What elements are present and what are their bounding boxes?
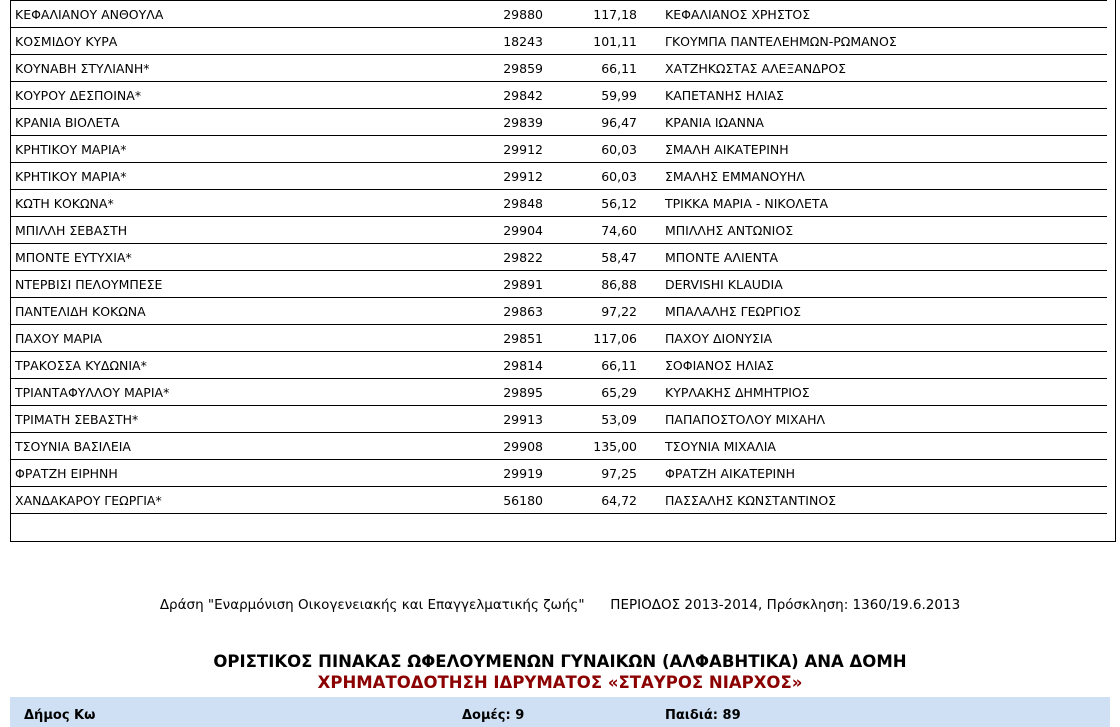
table-row [11,109,1107,136]
amount-cell: 97,22 [543,298,643,325]
child-name-cell: ΚΕΦΑΛΙΑΝΟΣ ΧΡΗΣΤΟΣ [643,1,1107,28]
mother-name-cell: ΚΟΥΝΑΒΗ ΣΤΥΛΙΑΝΗ* [11,55,464,82]
child-name-cell: ΣΜΑΛΗΣ ΕΜΜΑΝΟΥΗΛ [643,163,1107,190]
code-cell: 29880 [464,1,543,28]
table-row [11,460,1107,487]
amount-cell: 74,60 [543,217,643,244]
mother-name-cell: ΚΩΤΗ ΚΟΚΩΝΑ* [11,190,464,217]
table-row [11,406,1107,433]
code-cell: 29913 [464,406,543,433]
child-name-cell: ΜΠΙΛΛΗΣ ΑΝΤΩΝΙΟΣ [643,217,1107,244]
table-row [11,163,1107,190]
code-cell: 29912 [464,163,543,190]
mother-name-cell: ΦΡΑΤΖΗ ΕΙΡΗΝΗ [11,460,464,487]
structure-summary-band [10,697,1110,727]
code-cell: 18243 [464,28,543,55]
mother-name-cell: ΚΟΣΜΙΔΟΥ ΚΥΡΑ [11,28,464,55]
child-name-cell: ΜΠΟΝΤΕ ΑΛΙΕΝΤΑ [643,244,1107,271]
code-cell: 29904 [464,217,543,244]
amount-cell: 86,88 [543,271,643,298]
municipality-label: Δήμος Κω [24,708,96,723]
table-row [11,271,1107,298]
table-row [11,136,1107,163]
child-name-cell: ΓΚΟΥΜΠΑ ΠΑΝΤΕΛΕΗΜΩΝ-ΡΩΜΑΝΟΣ [643,28,1107,55]
child-name-cell: ΚΥΡΛΑΚΗΣ ΔΗΜΗΤΡΙΟΣ [643,379,1107,406]
child-name-cell: ΠΑΠΑΠΟΣΤΟΛΟΥ ΜΙΧΑΗΛ [643,406,1107,433]
amount-cell: 101,11 [543,28,643,55]
code-cell: 29912 [464,136,543,163]
code-cell: 29851 [464,325,543,352]
code-cell: 29814 [464,352,543,379]
program-caption: Δράση "Εναρμόνιση Οικογενειακής και Επαγγελματικής ζωής" ΠΕΡΙΟΔΟΣ 2013-2014, Πρόσκληση: 1360/19.6.2013 [159,597,961,613]
list-title: ΟΡΙΣΤΙΚΟΣ ΠΙΝΑΚΑΣ ΩΦΕΛΟΥΜΕΝΩΝ ΓΥΝΑΙΚΩΝ (ΑΛΦΑΒΗΤΙΚΑ) ΑΝΑ ΔΟΜΗ [213,652,907,671]
amount-cell: 66,11 [543,55,643,82]
code-cell: 29848 [464,190,543,217]
table-row [11,325,1107,352]
amount-cell: 58,47 [543,244,643,271]
child-name-cell: ΤΡΙΚΚΑ ΜΑΡΙΑ - ΝΙΚΟΛΕΤΑ [643,190,1107,217]
mother-name-cell: ΜΠΙΛΛΗ ΣΕΒΑΣΤΗ [11,217,464,244]
mother-name-cell: ΚΡΗΤΙΚΟΥ ΜΑΡΙΑ* [11,163,464,190]
amount-cell: 117,06 [543,325,643,352]
amount-cell: 60,03 [543,136,643,163]
child-name-cell: ΣΜΑΛΗ ΑΙΚΑΤΕΡΙΝΗ [643,136,1107,163]
code-cell: 29863 [464,298,543,325]
structures-count: Δομές: 9 [462,708,525,723]
table-row [11,433,1107,460]
amount-cell: 65,29 [543,379,643,406]
mother-name-cell: ΚΡΑΝΙΑ ΒΙΟΛΕΤΑ [11,109,464,136]
code-cell: 29908 [464,433,543,460]
amount-cell: 96,47 [543,109,643,136]
mother-name-cell: ΤΡΑΚΟΣΣΑ ΚΥΔΩΝΙΑ* [11,352,464,379]
mother-name-cell: ΧΑΝΔΑΚΑΡΟΥ ΓΕΩΡΓΙΑ* [11,487,464,514]
child-name-cell: ΧΑΤΖΗΚΩΣΤΑΣ ΑΛΕΞΑΝΔΡΟΣ [643,55,1107,82]
mother-name-cell: ΤΡΙΑΝΤΑΦΥΛΛΟΥ ΜΑΡΙΑ* [11,379,464,406]
code-cell: 29919 [464,460,543,487]
amount-cell: 66,11 [543,352,643,379]
amount-cell: 135,00 [543,433,643,460]
code-cell: 29895 [464,379,543,406]
mother-name-cell: ΠΑΧΟΥ ΜΑΡΙΑ [11,325,464,352]
amount-cell: 53,09 [543,406,643,433]
amount-cell: 64,72 [543,487,643,514]
amount-cell: 117,18 [543,1,643,28]
amount-cell: 60,03 [543,163,643,190]
table-row [11,217,1107,244]
table-row [11,82,1107,109]
child-name-cell: ΦΡΑΤΖΗ ΑΙΚΑΤΕΡΙΝΗ [643,460,1107,487]
amount-cell: 56,12 [543,190,643,217]
child-name-cell: ΣΟΦΙΑΝΟΣ ΗΛΙΑΣ [643,352,1107,379]
mother-name-cell: ΤΣΟΥΝΙΑ ΒΑΣΙΛΕΙΑ [11,433,464,460]
mother-name-cell: ΚΡΗΤΙΚΟΥ ΜΑΡΙΑ* [11,136,464,163]
table-row [11,487,1107,514]
mother-name-cell: ΚΟΥΡΟΥ ΔΕΣΠΟΙΝΑ* [11,82,464,109]
table-body [11,1,1107,514]
amount-cell: 59,99 [543,82,643,109]
table-row [11,190,1107,217]
children-count: Παιδιά: 89 [665,708,741,723]
code-cell: 56180 [464,487,543,514]
amount-cell: 97,25 [543,460,643,487]
mother-name-cell: ΠΑΝΤΕΛΙΔΗ ΚΟΚΩΝΑ [11,298,464,325]
code-cell: 29859 [464,55,543,82]
child-name-cell: ΠΑΣΣΑΛΗΣ ΚΩΝΣΤΑΝΤΙΝΟΣ [643,487,1107,514]
child-name-cell: ΜΠΑΛΑΛΗΣ ΓΕΩΡΓΙΟΣ [643,298,1107,325]
table-row [11,55,1107,82]
table-row [11,379,1107,406]
beneficiaries-table [11,0,1107,514]
code-cell: 29839 [464,109,543,136]
beneficiaries-table-frame [10,0,1116,542]
mother-name-cell: ΜΠΟΝΤΕ ΕΥΤΥΧΙΑ* [11,244,464,271]
code-cell: 29891 [464,271,543,298]
child-name-cell: ΤΣΟΥΝΙΑ ΜΙΧΑΛΙΑ [643,433,1107,460]
mother-name-cell: ΚΕΦΑΛΙΑΝΟΥ ΑΝΘΟΥΛΑ [11,1,464,28]
mother-name-cell: ΤΡΙΜΑΤΗ ΣΕΒΑΣΤΗ* [11,406,464,433]
table-row [11,28,1107,55]
child-name-cell: ΚΡΑΝΙΑ ΙΩΑΝΝΑ [643,109,1107,136]
funding-title: ΧΡΗΜΑΤΟΔΟΤΗΣΗ ΙΔΡΥΜΑΤΟΣ «ΣΤΑΥΡΟΣ ΝΙΑΡΧΟΣ» [317,673,803,692]
code-cell: 29842 [464,82,543,109]
table-row [11,352,1107,379]
table-row [11,298,1107,325]
table-row [11,244,1107,271]
child-name-cell: DERVISHI KLAUDIA [643,271,1107,298]
child-name-cell: ΚΑΠΕΤΑΝΗΣ ΗΛΙΑΣ [643,82,1107,109]
table-row [11,1,1107,28]
code-cell: 29822 [464,244,543,271]
child-name-cell: ΠΑΧΟΥ ΔΙΟΝΥΣΙΑ [643,325,1107,352]
mother-name-cell: ΝΤΕΡΒΙΣΙ ΠΕΛΟΥΜΠΕΣΕ [11,271,464,298]
